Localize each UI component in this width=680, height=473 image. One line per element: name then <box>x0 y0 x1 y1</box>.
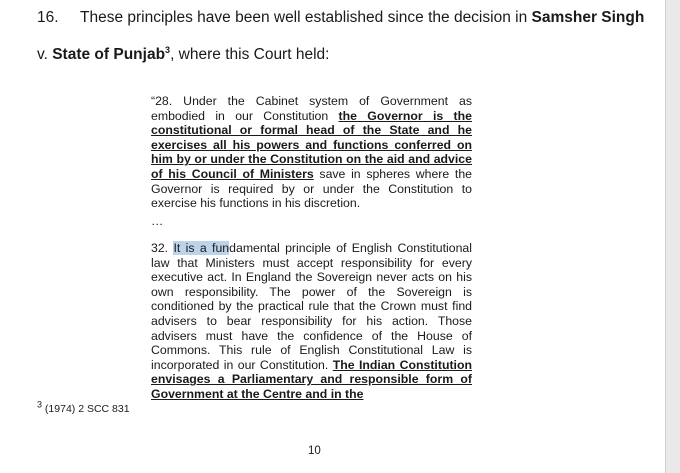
case-name-samsher-singh: Samsher Singh <box>531 9 645 26</box>
paragraph-number: 16. <box>37 9 59 26</box>
quote-32-text: damental principle of English Constitutional law that Ministers must accept responsibility for every executive act. In England the Sovereign never acts on his own responsibility. The power of the Sovereign is conditioned by the practical rule that the Crown must find advisers to bear responsibility for his action. Those advisers must have the confidence of the House of Commons. This rule of English Constitutional Law is incorporated in our Constitution. <box>151 241 472 372</box>
footnote-reference[interactable]: 3 <box>165 44 171 55</box>
quote-28-emphasis: the Governor is the constitutional or formal head of the State and he exercises all his powers and functions conferred on him by or under the Constitution on the aid and advice of his Council of Ministers <box>151 108 472 181</box>
quote-32-number: 32. <box>151 241 174 255</box>
text-selection-highlight[interactable]: It is a fun <box>173 241 230 255</box>
quote-ellipsis: … <box>151 214 164 228</box>
block-quote-28 <box>151 94 472 211</box>
case-name-prefix: v. <box>37 46 53 63</box>
quote-28-intro: “28. Under the Cabinet system of Government as embodied in our Constitution <box>151 94 472 123</box>
footnote <box>37 399 130 415</box>
quote-28-rest: save in spheres where the Governor is required by or under the Constitution to exercise his functions in his discretion. <box>151 166 472 211</box>
viewer-scroll-gutter[interactable] <box>665 0 680 473</box>
footnote-marker: 3 <box>37 399 43 410</box>
quote-32-emphasis: The Indian Constitution envisages a Parliamentary and responsible form of Government at the Centre and in the <box>151 357 472 401</box>
block-quote-32 <box>151 241 472 402</box>
paragraph-line-1 <box>80 9 644 27</box>
paragraph-line-2 <box>37 46 329 64</box>
case-name-state-of-punjab: State of Punjab <box>52 46 166 63</box>
paragraph-text-before: These principles have been well established since the decision in <box>80 9 532 26</box>
page-number: 10 <box>308 445 321 457</box>
paragraph-text-after: , where this Court held: <box>170 46 330 63</box>
footnote-text: (1974) 2 SCC 831 <box>42 403 130 415</box>
